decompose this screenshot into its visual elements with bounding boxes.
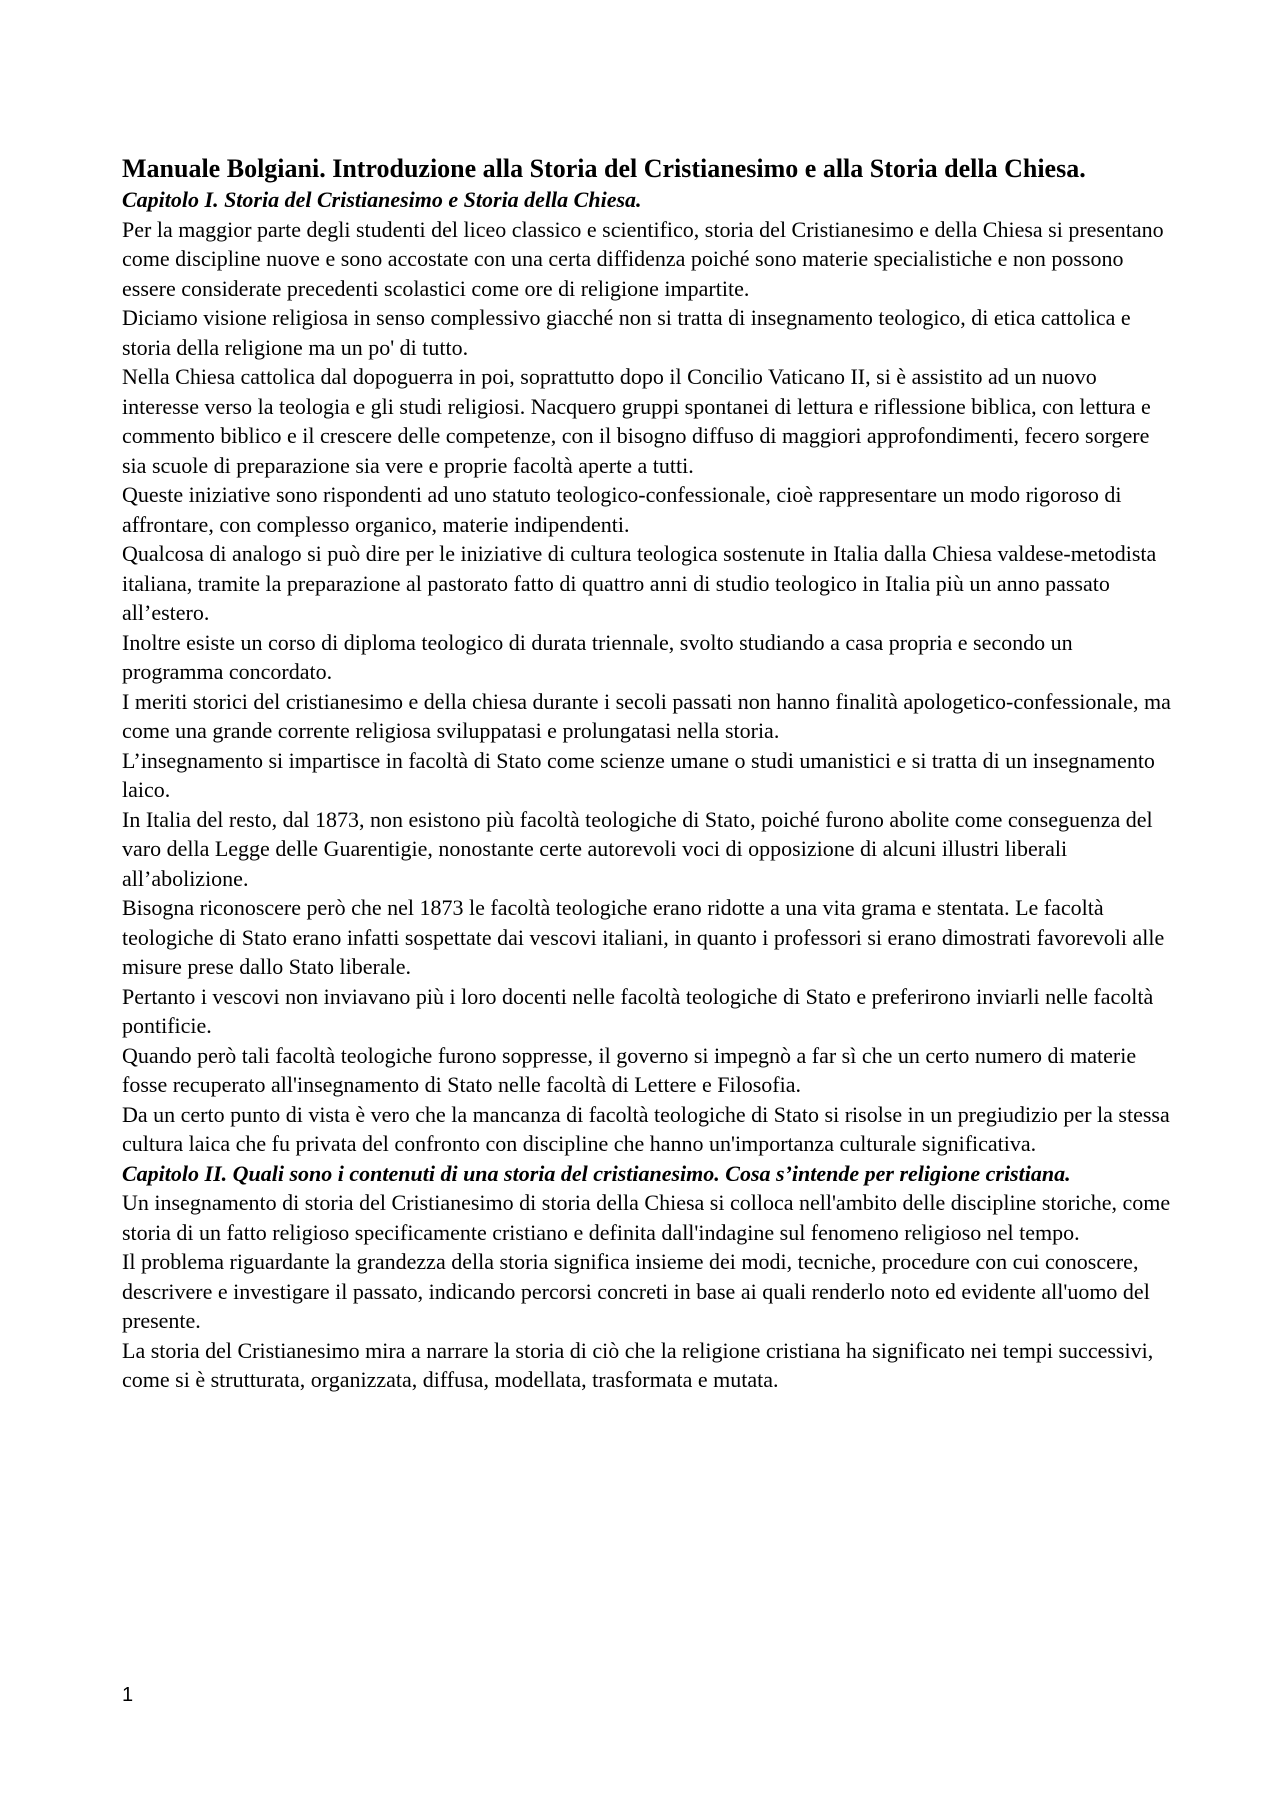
paragraph: L’insegnamento si impartisce in facoltà di Stato come scienze umane o studi umanistici e si tratta di un insegnamento laico. bbox=[122, 747, 1155, 802]
paragraph: Pertanto i vescovi non inviavano più i loro docenti nelle facoltà teologiche di Stato e preferirono inviarli nelle facoltà pontificie. bbox=[122, 983, 1154, 1038]
page-number: 1 bbox=[122, 1684, 134, 1706]
paragraph: Per la maggior parte degli studenti del liceo classico e scientifico, storia del Cristianesimo e della Chiesa si presentano come discipline nuove e sono accostate con una certa diffidenza poiché sono materie specialistiche e non possono essere considerate precedenti scolastici come ore di religione impartite. bbox=[122, 216, 1164, 301]
document-title: Manuale Bolgiani. Introduzione alla Storia del Cristianesimo e alla Storia della Chiesa. bbox=[122, 154, 1086, 183]
paragraph: Da un certo punto di vista è vero che la mancanza di facoltà teologiche di Stato si risolse in un pregiudizio per la stessa cultura laica che fu privata del confronto con discipline che hanno un'importanza culturale significativa. bbox=[122, 1101, 1170, 1156]
chapter-1-heading: Capitolo I. Storia del Cristianesimo e Storia della Chiesa. bbox=[122, 187, 642, 212]
paragraph: Quando però tali facoltà teologiche furono soppresse, il governo si impegnò a far sì che un certo numero di materie fosse recuperato all'insegnamento di Stato nelle facoltà di Lettere e Filosofia. bbox=[122, 1042, 1137, 1097]
chapter-2-heading: Capitolo II. Quali sono i contenuti di una storia del cristianesimo. Cosa s’intende per religione cristiana. bbox=[122, 1160, 1071, 1186]
paragraph: Il problema riguardante la grandezza della storia significa insieme dei modi, tecniche, procedure con cui conoscere, descrivere e investigare il passato, indicando percorsi concreti in base ai quali renderlo noto ed evidente all'uomo del presente. bbox=[122, 1249, 1150, 1333]
paragraph: Nella Chiesa cattolica dal dopoguerra in poi, soprattutto dopo il Concilio Vaticano II, si è assistito ad un nuovo interesse verso la teologia e gli studi religiosi. Nacquero gruppi spontanei di lettura e riflessione biblica, con lettura e commento biblico e il crescere delle competenze, con il bisogno diffuso di maggiori approfondimenti, fecero sorgere sia scuole di preparazione sia vere e proprie facoltà aperte a tutti. bbox=[122, 364, 1151, 478]
paragraph: Diciamo visione religiosa in senso complessivo giacché non si tratta di insegnamento teologico, di etica cattolica e storia della religione ma un po' di tutto. bbox=[122, 305, 1131, 360]
paragraph: In Italia del resto, dal 1873, non esistono più facoltà teologiche di Stato, poiché furono abolite come conseguenza del varo della Legge delle Guarentigie, nonostante certe autorevoli voci di opposizione di alcuni illustri liberali all’abolizione. bbox=[122, 806, 1153, 891]
paragraph: Inoltre esiste un corso di diploma teologico di durata triennale, svolto studiando a casa propria e secondo un programma concordato. bbox=[122, 629, 1073, 684]
paragraph: Queste iniziative sono rispondenti ad uno statuto teologico-confessionale, cioè rappresentare un modo rigoroso di affrontare, con complesso organico, materie indipendenti. bbox=[122, 482, 1122, 537]
paragraph: La storia del Cristianesimo mira a narrare la storia di ciò che la religione cristiana ha significato nei tempi successivi, come si è strutturata, organizzata, diffusa, modellata, trasformata e mutata. bbox=[122, 1337, 1154, 1392]
paragraph: I meriti storici del cristianesimo e della chiesa durante i secoli passati non hanno finalità apologetico-confessionale, ma come una grande corrente religiosa sviluppatasi e prolungatasi nella storia. bbox=[122, 688, 1171, 743]
paragraph: Un insegnamento di storia del Cristianesimo di storia della Chiesa si colloca nell'ambito delle discipline storiche, come storia di un fatto religioso specificamente cristiano e definita dall'indagine sul fenomeno religioso nel tempo. bbox=[122, 1190, 1171, 1245]
paragraph: Qualcosa di analogo si può dire per le iniziative di cultura teologica sostenute in Italia dalla Chiesa valdese-metodista italiana, tramite la preparazione al pastorato fatto di quattro anni di studio teologico in Italia più un anno passato all’estero. bbox=[122, 541, 1157, 625]
document-page bbox=[122, 152, 1172, 1395]
paragraph: Bisogna riconoscere però che nel 1873 le facoltà teologiche erano ridotte a una vita grama e stentata. Le facoltà teologiche di Stato erano infatti sospettate dai vescovi italiani, in quanto i professori si erano dimostrati favorevoli alle misure prese dallo Stato liberale. bbox=[122, 895, 1165, 979]
